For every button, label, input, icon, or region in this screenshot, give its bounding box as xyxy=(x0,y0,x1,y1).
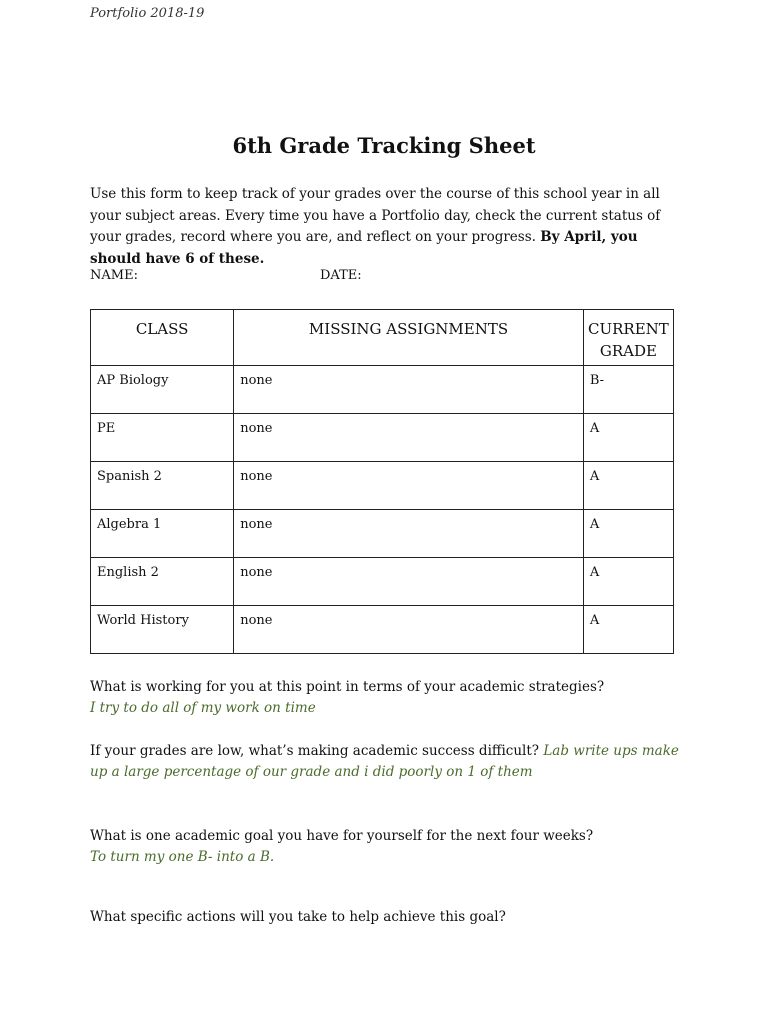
cell-missing: none xyxy=(234,510,584,558)
question-block-3 xyxy=(90,826,680,868)
question-text: What specific actions will you take to help achieve this goal? xyxy=(90,909,506,925)
header-grade-line2: GRADE xyxy=(599,342,657,360)
intro-bold-text: By April, you should have 6 of these. xyxy=(90,229,638,267)
cell-grade: A xyxy=(583,414,673,462)
question-text: What is one academic goal you have for yourself for the next four weeks? xyxy=(90,828,594,844)
cell-class: PE xyxy=(91,414,234,462)
question-block-2 xyxy=(90,741,680,783)
date-label: DATE: xyxy=(320,268,362,283)
page-title: 6th Grade Tracking Sheet xyxy=(232,133,536,158)
table-row xyxy=(91,366,674,414)
header-class: CLASS xyxy=(91,310,234,366)
cell-missing: none xyxy=(234,558,584,606)
header-grade-line1: CURRENT xyxy=(588,320,669,338)
page-header: Portfolio 2018-19 xyxy=(90,6,205,21)
cell-grade: B- xyxy=(583,366,673,414)
table-header-row xyxy=(91,310,674,366)
answer-text: I try to do all of my work on time xyxy=(90,700,316,716)
cell-missing: none xyxy=(234,414,584,462)
cell-class: World History xyxy=(91,606,234,654)
header-current-grade xyxy=(583,310,673,366)
question-text: If your grades are low, what’s making academic success difficult? xyxy=(90,743,540,759)
cell-class: English 2 xyxy=(91,558,234,606)
intro-text: Use this form to keep track of your grades over the course of this school year in all your subject areas. Every time you have a Portfolio day, check the current status of your grades, record where you are, and reflect on your progress. xyxy=(90,186,661,245)
table-row xyxy=(91,462,674,510)
cell-grade: A xyxy=(583,606,673,654)
name-label: NAME: xyxy=(90,268,138,283)
intro-paragraph xyxy=(90,184,690,270)
question-text: What is working for you at this point in terms of your academic strategies? xyxy=(90,679,605,695)
answer-text: Lab write ups make up a large percentage of our grade and i did poorly on 1 of them xyxy=(90,743,679,780)
cell-grade: A xyxy=(583,558,673,606)
question-block-4 xyxy=(90,907,680,928)
table-row xyxy=(91,414,674,462)
cell-grade: A xyxy=(583,462,673,510)
grades-table xyxy=(90,309,674,654)
table-row xyxy=(91,510,674,558)
cell-grade: A xyxy=(583,510,673,558)
table-row xyxy=(91,606,674,654)
cell-class: AP Biology xyxy=(91,366,234,414)
table-row xyxy=(91,558,674,606)
cell-class: Spanish 2 xyxy=(91,462,234,510)
cell-missing: none xyxy=(234,462,584,510)
question-block-1 xyxy=(90,677,680,719)
cell-class: Algebra 1 xyxy=(91,510,234,558)
cell-missing: none xyxy=(234,366,584,414)
answer-text: To turn my one B- into a B. xyxy=(90,849,275,865)
cell-missing: none xyxy=(234,606,584,654)
header-missing-assignments: MISSING ASSIGNMENTS xyxy=(234,310,584,366)
